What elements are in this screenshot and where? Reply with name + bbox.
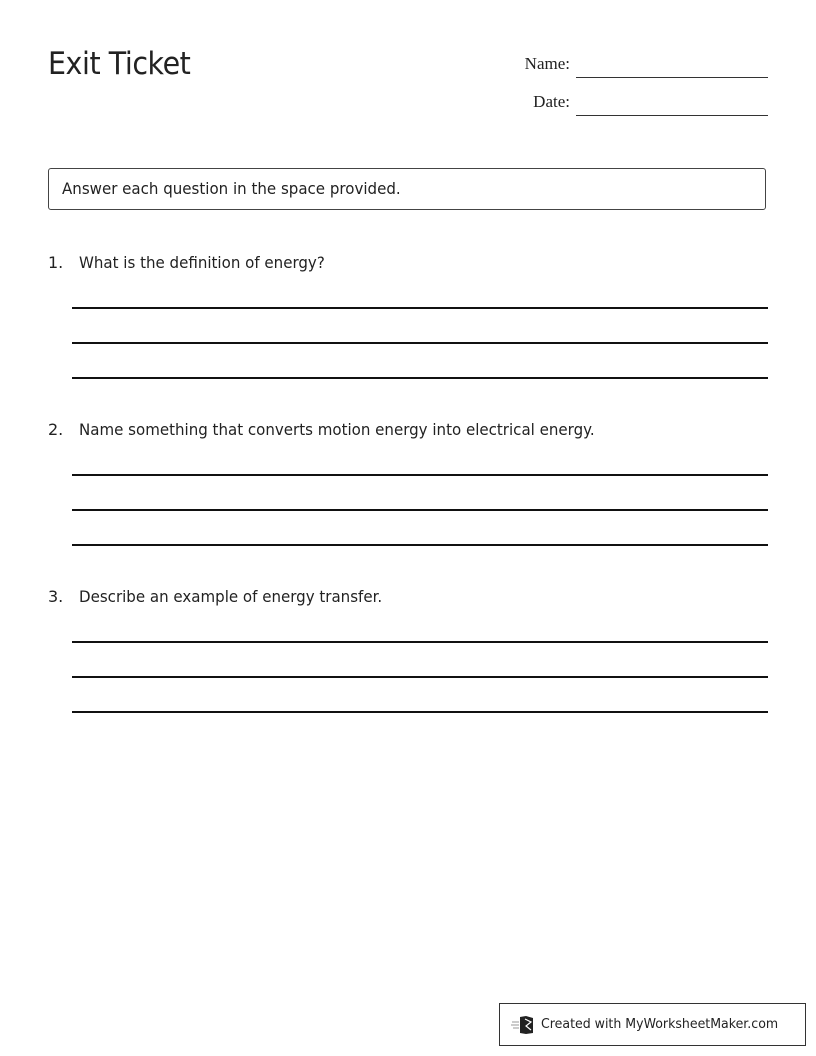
question-number: 1.: [48, 253, 64, 272]
answer-line[interactable]: [72, 342, 768, 344]
name-label: Name:: [524, 54, 570, 73]
instructions-text: Answer each question in the space provided.: [62, 179, 401, 198]
question-text: Name something that converts motion energy into electrical energy.: [79, 420, 595, 439]
question-text: Describe an example of energy transfer.: [79, 587, 383, 606]
answer-line[interactable]: [72, 711, 768, 713]
answer-line[interactable]: [72, 377, 768, 379]
page-title: Exit Ticket: [48, 46, 191, 82]
instructions-box: [48, 168, 766, 210]
date-label: Date:: [533, 92, 570, 111]
footer-credit-badge[interactable]: [499, 1003, 806, 1046]
answer-line[interactable]: [72, 474, 768, 476]
answer-line[interactable]: [72, 676, 768, 678]
question-number: 3.: [48, 587, 64, 606]
date-field[interactable]: [576, 115, 768, 116]
answer-line[interactable]: [72, 509, 768, 511]
answer-line[interactable]: [72, 641, 768, 643]
question-number: 2.: [48, 420, 64, 439]
answer-line[interactable]: [72, 544, 768, 546]
name-field[interactable]: [576, 77, 768, 78]
footer-credit-text: Created with MyWorksheetMaker.com: [541, 1016, 779, 1032]
answer-line[interactable]: [72, 307, 768, 309]
worksheet-logo-icon: [511, 1015, 535, 1035]
question-text: What is the definition of energy?: [79, 253, 325, 272]
